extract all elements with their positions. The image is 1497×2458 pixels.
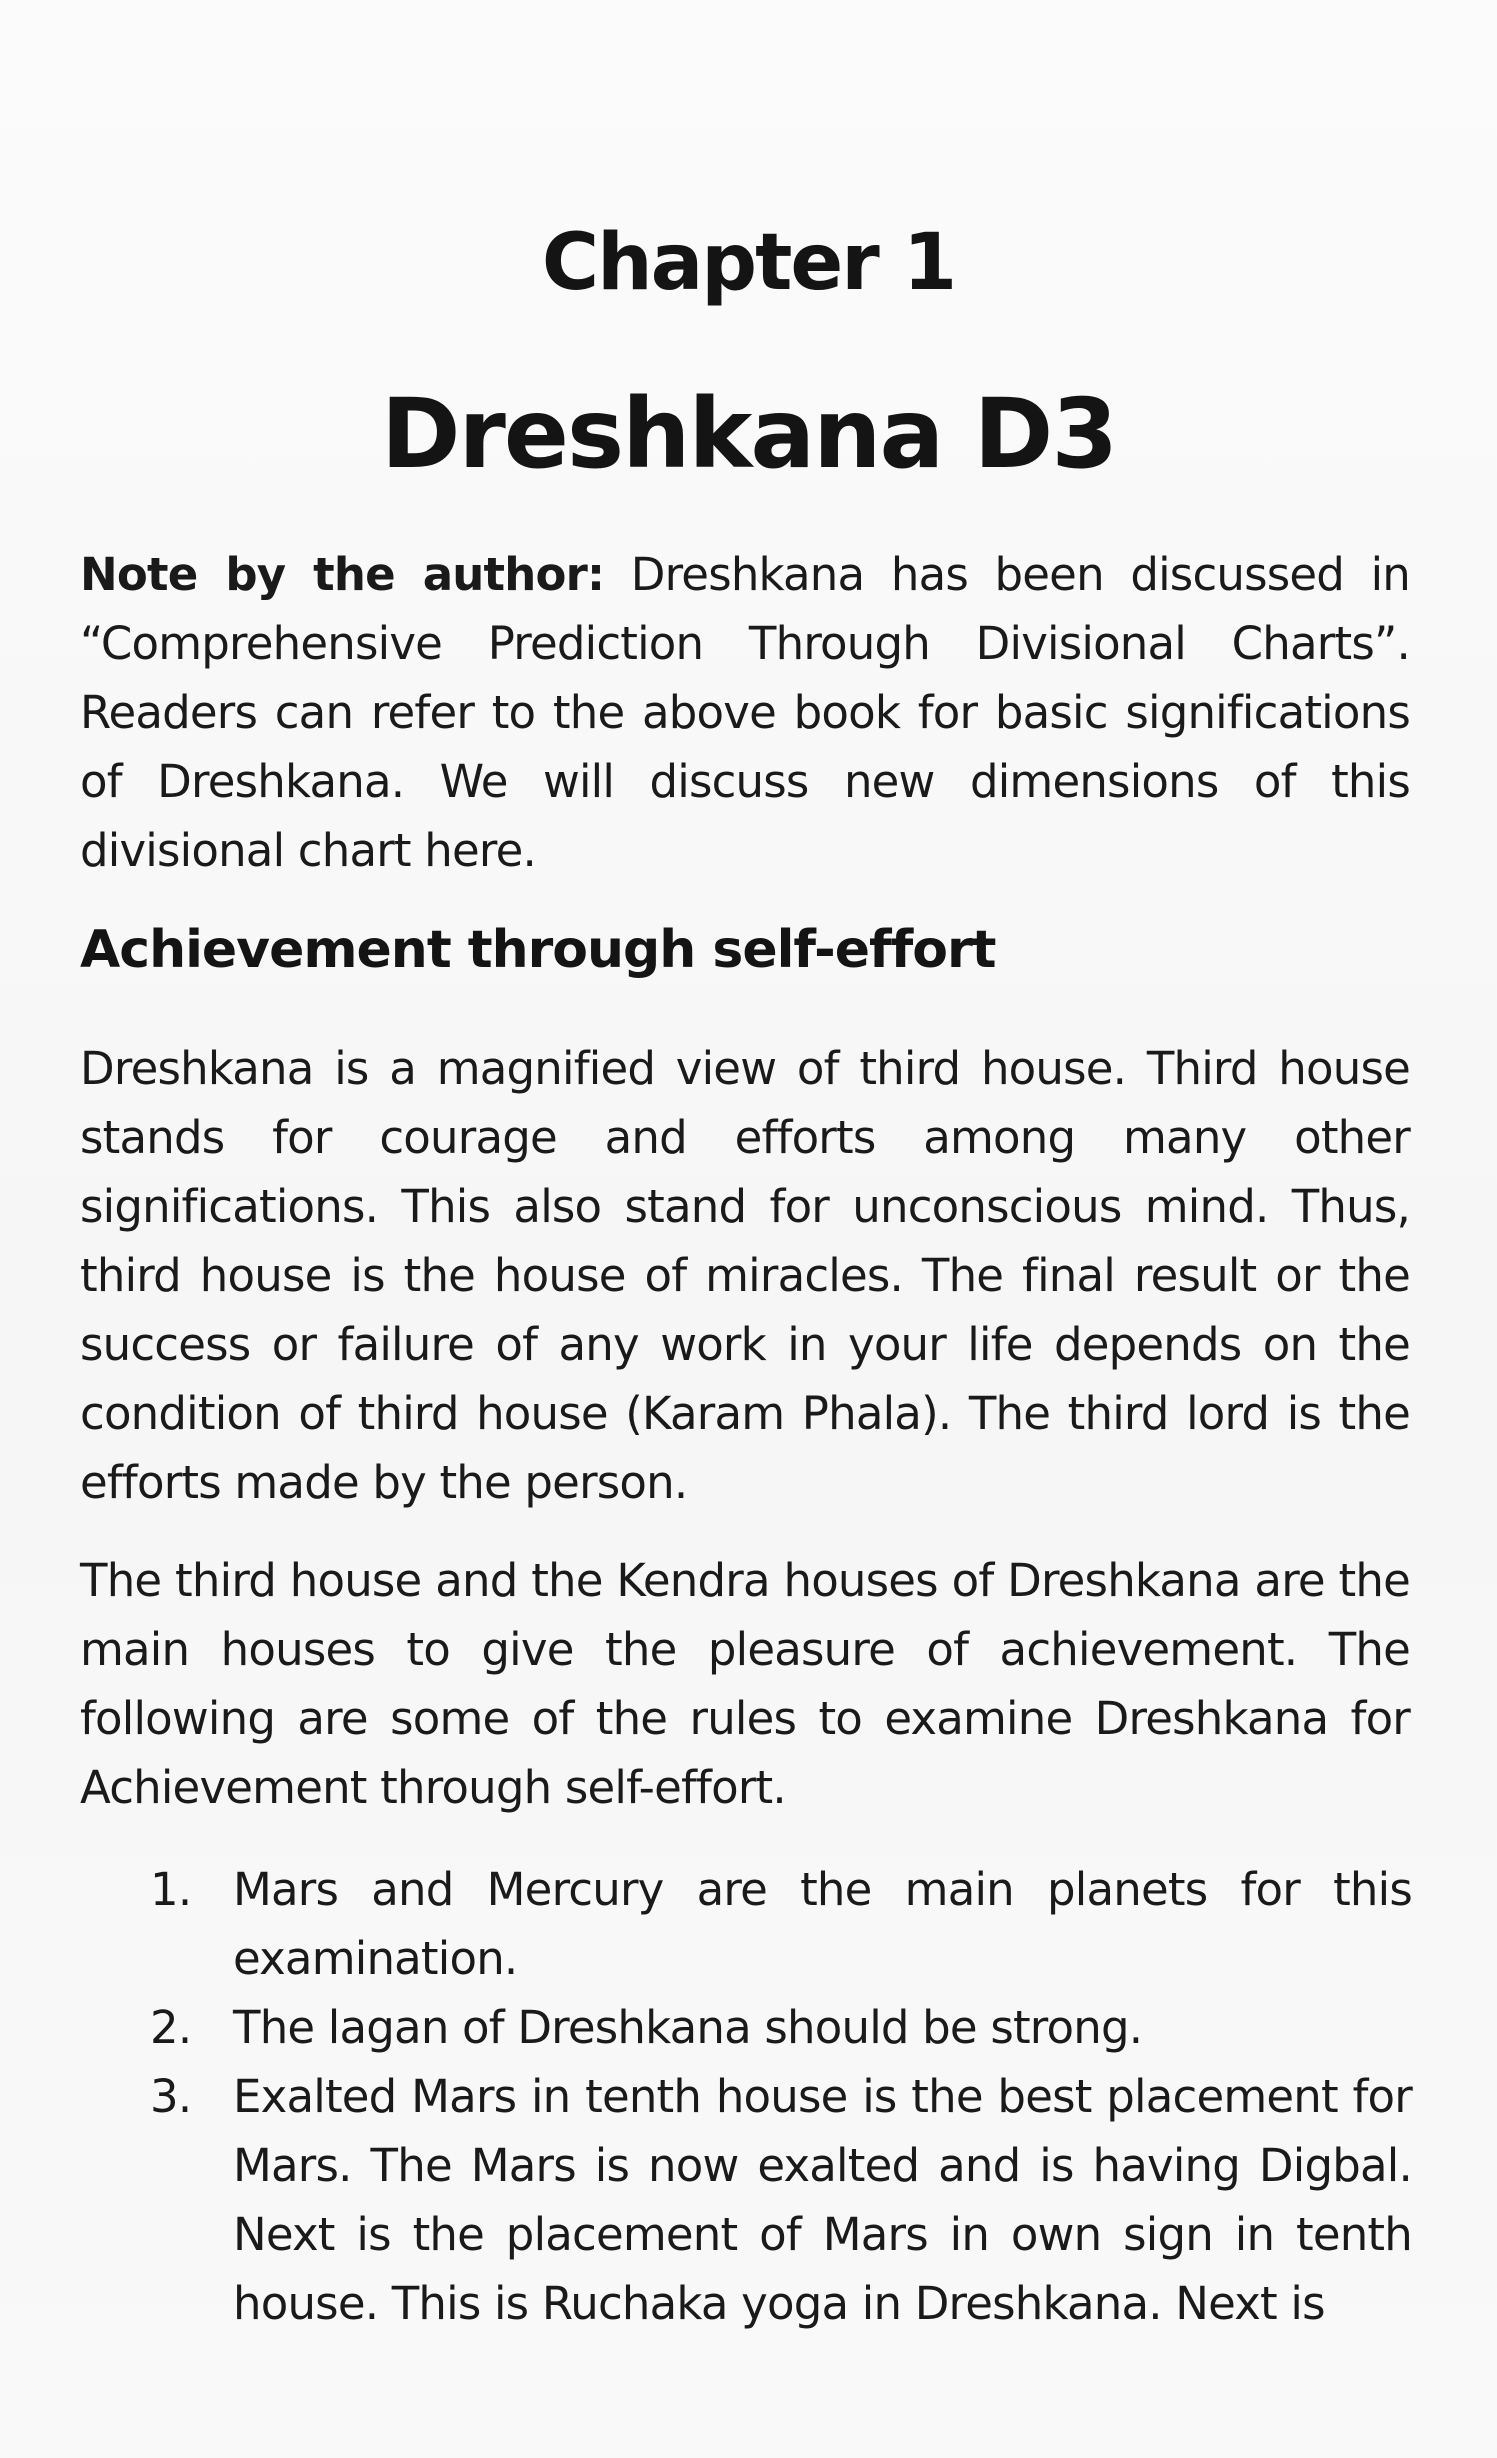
rule-text: Exalted Mars in tenth house is the best placement for Mars. The Mars is now exalted and is having Digbal. Next is the placement of Mars in own sign in tenth house. This is Ruchaka yoga in Dreshkana. Next is [233, 2070, 1412, 2330]
chapter-title: Dreshkana D3 [380, 378, 1117, 490]
section-heading: Achievement through self-effort [80, 920, 996, 980]
rule-text: The lagan of Dreshkana should be strong. [233, 2001, 1143, 2054]
paragraph: Dreshkana is a magnified view of third house. Third house stands for courage and efforts among many other significations. This also stand for unconscious mind. Thus, third house is the house of miracles. The final result or the success or failure of any work in your life depends on the condition of third house (Karam Phala). The third lord is the efforts made by the person. [80, 1042, 1410, 1509]
rules-list [150, 1855, 1412, 2338]
author-note-label: Note by the author: [80, 548, 605, 601]
rule-item [150, 1993, 1412, 2062]
paragraph: The third house and the Kendra houses of Dreshkana are the main houses to give the pleasure of achievement. The following are some of the rules to examine Dreshkana for Achievement through self-effort. [80, 1554, 1410, 1814]
rule-number: 2. [150, 2001, 192, 2054]
rule-number: 1. [150, 1863, 192, 1916]
author-note [80, 540, 1410, 885]
rule-item [150, 1855, 1412, 1993]
rule-number: 3. [150, 2070, 192, 2123]
chapter-label: Chapter 1 [541, 218, 956, 308]
author-note-text: Dreshkana has been discussed in “Comprehensive Prediction Through Divisional Charts”. Readers can refer to the above book for basic significations of Dreshkana. We will discuss new dimensions of this divisional chart here. [80, 548, 1411, 877]
rule-text: Mars and Mercury are the main planets for this examination. [233, 1863, 1412, 1985]
rule-item [150, 2062, 1412, 2338]
